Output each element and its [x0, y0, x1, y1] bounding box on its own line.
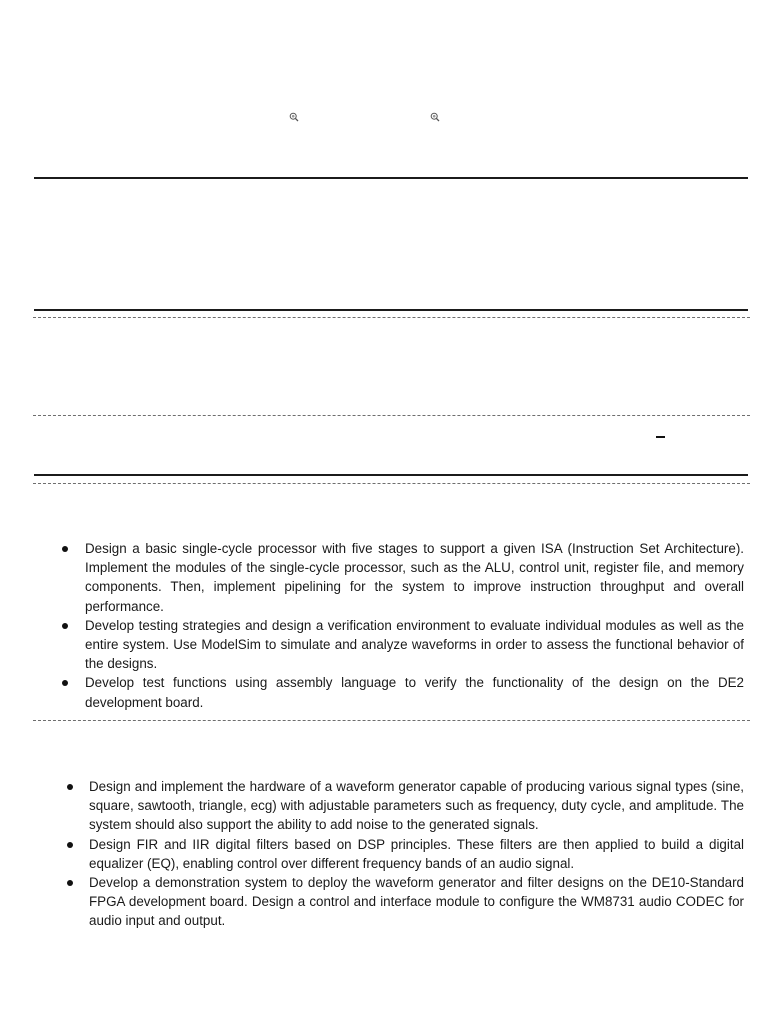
search-icon: [430, 112, 440, 122]
bullet-text: Design and implement the hardware of a waveform generator capable of producing various signal types (sine, square, sawtooth, triangle, ecg) with adjustable parameters such as frequency, duty cycle, and amplitude. The system should also support the ability to add noise to the generated signals.: [89, 779, 744, 833]
project-1-bullet-list: [85, 539, 744, 712]
bullet-icon: [67, 784, 73, 790]
section-divider: [34, 474, 748, 476]
bullet-text: Design a basic single-cycle processor with five stages to support a given ISA (Instruction Set Architecture). Implement the modules of the single-cycle processor, such as the ALU, control unit, register file, and memory components. Then, implement pipelining for the system to improve instruction throughput and overall performance.: [85, 541, 744, 614]
list-item: [89, 777, 744, 835]
bullet-icon: [67, 842, 73, 848]
list-item: [85, 616, 744, 674]
bullet-icon: [62, 623, 68, 629]
project-2-bullet-list: [89, 777, 744, 931]
search-icon: [289, 112, 299, 122]
dashed-divider: [33, 415, 750, 416]
section-divider: [34, 309, 748, 311]
bullet-text: Design FIR and IIR digital filters based on DSP principles. These filters are then applied to build a digital equalizer (EQ), enabling control over different frequency bands of an audio signal.: [89, 836, 744, 871]
list-item: [85, 539, 744, 616]
bullet-text: Develop test functions using assembly language to verify the functionality of the design on the DE2 development board.: [85, 675, 744, 710]
bullet-text: Develop a demonstration system to deploy the waveform generator and filter designs on the DE10-Standard FPGA development board. Design a control and interface module to configure the WM8731 audio CODEC for audio input and output.: [89, 875, 744, 929]
bullet-icon: [62, 680, 68, 686]
list-item: [89, 873, 744, 931]
list-item: [85, 673, 744, 711]
bullet-icon: [62, 546, 68, 552]
dashed-divider: [33, 317, 750, 318]
dash-mark: [656, 436, 665, 438]
list-item: [89, 835, 744, 873]
bullet-icon: [67, 880, 73, 886]
dashed-divider: [33, 720, 750, 721]
section-divider: [34, 177, 748, 179]
bullet-text: Develop testing strategies and design a verification environment to evaluate individual modules as well as the entire system. Use ModelSim to simulate and analyze waveforms in order to assess the functional behavior of the designs.: [85, 617, 744, 672]
dashed-divider: [33, 483, 750, 484]
